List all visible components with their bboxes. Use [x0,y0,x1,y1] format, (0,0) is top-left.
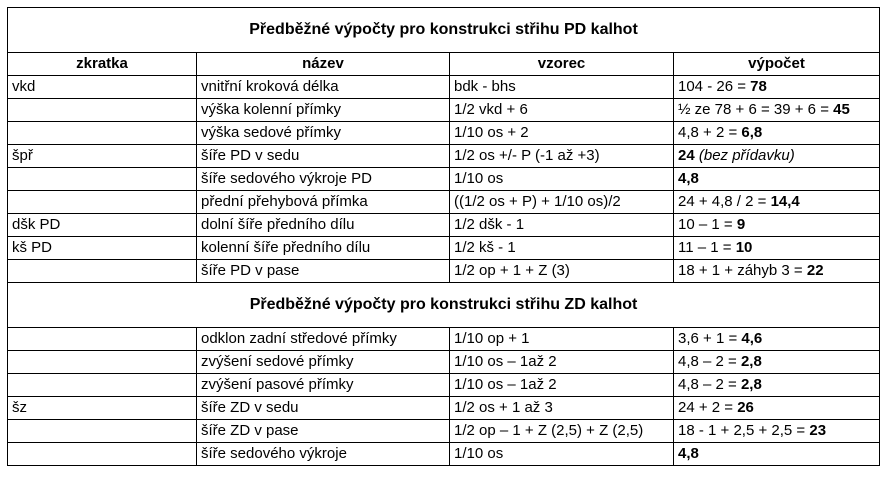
calc-note: (bez přídavku) [694,147,795,164]
zd-section [8,283,880,328]
cell-formula: 1/2 os + 1 až 3 [450,397,674,420]
cell-formula: 1/10 op + 1 [450,328,674,351]
calc-result: 22 [806,262,824,279]
cell-formula: 1/10 os + 2 [450,122,674,145]
calc-result: 6,8 [741,124,763,141]
cell-abbr [8,328,197,351]
zd-rows [8,328,880,466]
calc-expression: 24 + 2 = [678,399,738,416]
cell-formula: 1/2 op – 1 + Z (2,5) + Z (2,5) [450,420,674,443]
table-row [8,260,880,283]
table-row [8,374,880,397]
pd-rows [8,76,880,283]
calc-expression: 18 - 1 + 2,5 + 2,5 = [678,422,810,439]
cell-name: šíře sedového výkroje [197,443,450,466]
cell-calc [674,122,880,145]
calc-result: 10 [735,239,753,256]
cell-name: zvýšení sedové přímky [197,351,450,374]
calc-result: 23 [809,422,827,439]
cell-formula: 1/2 vkd + 6 [450,99,674,122]
calc-expression: 24 + 4,8 / 2 = [678,193,771,210]
cell-calc [674,397,880,420]
header-formula: vzorec [450,53,674,76]
cell-abbr [8,420,197,443]
calc-result: 14,4 [770,193,800,210]
calc-result: 2,8 [740,376,762,393]
cell-abbr [8,191,197,214]
calc-expression: 11 – 1 = [678,239,736,256]
cell-formula: 1/10 os [450,443,674,466]
cell-calc [674,443,880,466]
header-calc: výpočet [674,53,880,76]
table-title-zd: Předběžné výpočty pro konstrukci střihu ZD kalhot [8,283,880,328]
cell-abbr: šz [8,397,197,420]
cell-calc [674,145,880,168]
document-page [7,7,880,466]
table-row [8,99,880,122]
calc-expression: 4,8 + 2 = [678,124,742,141]
cell-calc [674,76,880,99]
table-row [8,214,880,237]
calc-result: 78 [750,78,767,95]
header-name: název [197,53,450,76]
calc-expression: 4,8 – 2 = [678,376,741,393]
cell-calc [674,237,880,260]
table-row [8,420,880,443]
calc-expression: 104 - 26 = [678,78,751,95]
cell-abbr [8,443,197,466]
cell-calc [674,191,880,214]
cell-name: vnitřní kroková délka [197,76,450,99]
cell-formula: 1/10 os – 1až 2 [450,351,674,374]
calc-result: 4,8 [678,170,699,187]
cell-name: šíře ZD v sedu [197,397,450,420]
cell-calc [674,168,880,191]
calc-result: 24 [678,147,695,164]
cell-formula: 1/2 op + 1 + Z (3) [450,260,674,283]
cell-abbr [8,351,197,374]
cell-abbr [8,99,197,122]
table-title-pd: Předběžné výpočty pro konstrukci střihu PD kalhot [8,8,880,53]
cell-calc [674,99,880,122]
calc-result: 45 [833,101,850,118]
cell-abbr [8,122,197,145]
cell-abbr [8,168,197,191]
cell-name: výška kolenní přímky [197,99,450,122]
table-row [8,237,880,260]
title-row-pd [8,8,880,53]
cell-name: kolenní šíře předního dílu [197,237,450,260]
cell-calc [674,214,880,237]
calc-expression: ½ ze 78 + 6 = 39 + 6 = [678,101,834,118]
cell-formula: 1/2 os +/- P (-1 až +3) [450,145,674,168]
table-row [8,191,880,214]
table-row [8,443,880,466]
header-abbr: zkratka [8,53,197,76]
calc-result: 9 [736,216,746,233]
calc-result: 4,6 [741,330,763,347]
calc-expression: 18 + 1 + záhyb 3 = [678,262,807,279]
cell-calc [674,420,880,443]
table-row [8,76,880,99]
calc-expression: 4,8 – 2 = [678,353,741,370]
cell-formula: 1/10 os [450,168,674,191]
calc-expression: 10 – 1 = [678,216,737,233]
cell-name: šíře sedového výkroje PD [197,168,450,191]
cell-formula: bdk - bhs [450,76,674,99]
cell-name: šíře ZD v pase [197,420,450,443]
calc-result: 2,8 [740,353,762,370]
cell-name: šíře PD v sedu [197,145,450,168]
cell-formula: ((1/2 os + P) + 1/10 os)/2 [450,191,674,214]
cell-abbr [8,374,197,397]
table-row [8,397,880,420]
cell-abbr: kš PD [8,237,197,260]
cell-formula: 1/2 dšk - 1 [450,214,674,237]
cell-name: šíře PD v pase [197,260,450,283]
cell-name: zvýšení pasové přímky [197,374,450,397]
cell-name: odklon zadní středové přímky [197,328,450,351]
cell-abbr: špř [8,145,197,168]
calc-result: 26 [737,399,754,416]
table-row [8,328,880,351]
header-row [8,53,880,76]
table-row [8,168,880,191]
table-row [8,351,880,374]
cell-abbr [8,260,197,283]
calc-expression: 3,6 + 1 = [678,330,742,347]
table-row [8,145,880,168]
cell-abbr: vkd [8,76,197,99]
title-row-zd [8,283,880,328]
cell-calc [674,351,880,374]
cell-formula: 1/2 kš - 1 [450,237,674,260]
cell-calc [674,260,880,283]
cell-formula: 1/10 os – 1až 2 [450,374,674,397]
table-row [8,122,880,145]
cell-name: výška sedové přímky [197,122,450,145]
cell-calc [674,328,880,351]
cell-abbr: dšk PD [8,214,197,237]
calculation-table [7,7,880,466]
cell-calc [674,374,880,397]
calc-result: 4,8 [678,445,699,462]
cell-name: přední přehybová přímka [197,191,450,214]
cell-name: dolní šíře předního dílu [197,214,450,237]
